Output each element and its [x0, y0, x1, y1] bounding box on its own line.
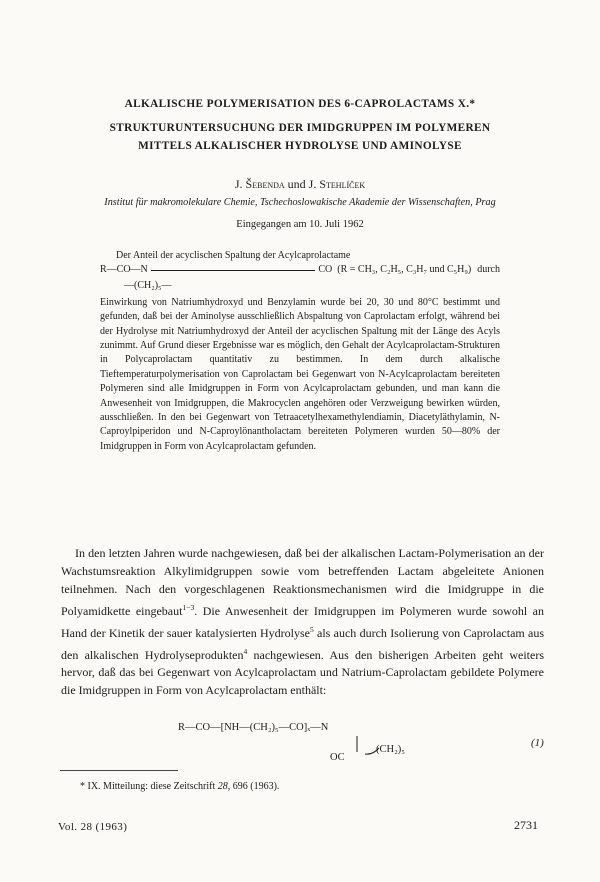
equation-oc: OC: [330, 752, 345, 763]
abstract-body: Einwirkung von Natriumhydroxyd und Benzylamin wurde bei 20, 30 und 80°C bestimmt und gefunden, daß bei der Aminolyse ausschließlich Abspaltung von Caprolactam erfolgt, während bei der Hydrolyse mit Natriumhydroxyd der Anteil der acyclischen Spaltung mit der Länge des Acyls zunimmt. Auf Grund dieser Ergebnisse war es möglich, den Gehalt der Acylcaprolactam-Strukturen in Polycaprolactam quantitativ zu bestimmen. In dem durch alkalische Tieftemperaturpolymerisation von Caprolactam bei Gegenwart von N-Acylcaprolactam bereiteten Polymeren sind alle Imidgruppen in Form von Acylcaprolactam gebunden, und man kann die Anwesenheit von Imidgruppen, die Makrocyclen angehören oder Verzweigung bewirken würden, ausschließen. In den bei Gegenwart von Tetraacetylhexamethylendiamin, Diacetyläthylamin, N-Caproylpiperidon und N-Caproylönantholactam bereiteten Polymeren wurden 50—80% der Imidgruppen in Form von Acylcaprolactam gefunden.: [100, 296, 500, 452]
footnote-prefix: * IX. Mitteilung: diese Zeitschrift: [80, 781, 216, 792]
abstract-formula: [100, 263, 500, 277]
body-text-part-2: . Die Anwesenheit der Imidgruppen im Polymeren wurde sowohl an Hand der Kinetik der sauer katalysierten Hydrolyse: [61, 603, 545, 640]
footnote-divider: [60, 770, 178, 771]
article-title-line-2: STRUKTURUNTERSUCHUNG DER IMIDGRUPPEN IM POLYMEREN: [109, 122, 491, 134]
footnote: [80, 781, 279, 792]
equation-number: (1): [531, 737, 544, 749]
institute-affiliation: Institut für makromolekulare Chemie, Tschechoslowakische Akademie der Wissenschaften, Prag: [104, 197, 496, 208]
citation-ref: 5: [309, 624, 314, 634]
equation-main: R—CO—[NH—(CH₂)₅—CO]ₓ—N: [178, 722, 329, 733]
author-conjunction: und: [287, 177, 306, 191]
author-line: [40, 177, 560, 192]
author-2: J. Stehlíček: [308, 177, 366, 191]
formula-r-definition: (R = CH₃, C₂H₅, C₃H₇ und C₅H₉): [337, 264, 472, 276]
formula-bond-line: [151, 263, 316, 271]
formula-r-co-n: R—CO—N: [100, 264, 148, 276]
formula-ring: —(CH₂)₅—: [124, 279, 172, 291]
abstract: [100, 249, 500, 454]
formula-co: CO: [318, 264, 333, 276]
article-title-line-1: ALKALISCHE POLYMERISATION DES 6-CAPROLACTAMS X.*: [124, 98, 476, 110]
abstract-intro: Der Anteil der acyclischen Spaltung der Acylcaprolactame: [116, 250, 351, 261]
formula-durch: durch: [477, 264, 500, 276]
body-text-part-3: als auch durch Isolierung von Caprolactam aus den alkalischen Hydrolyseprodukten: [61, 625, 545, 662]
volume-info: Vol. 28 (1963): [58, 821, 128, 833]
citation-ref: 1−3: [182, 602, 195, 612]
article-title-line-3: MITTELS ALKALISCHER HYDROLYSE UND AMINOLYSE: [138, 140, 462, 152]
citation-ref: 4: [243, 646, 248, 656]
body-paragraph: [61, 545, 544, 700]
footnote-volume: 28,: [217, 781, 231, 792]
body-text-part-4: nachgewiesen. Aus den bisherigen Arbeiten geht weiters hervor, daß das bei Gegenwart von Acylcaprolactam und Natrium-Caprolactam gebildete Polymere die Imidgruppen in Form von Acylcaprolactam enthält:: [61, 647, 545, 698]
formula-ring-row: [100, 278, 500, 296]
footnote-rest: 696 (1963).: [232, 781, 280, 792]
received-date: Eingegangen am 10. Juli 1962: [236, 219, 364, 230]
chemical-equation: [178, 722, 405, 763]
author-1: J. Šebenda: [234, 177, 285, 191]
page-number: 2731: [514, 818, 538, 832]
equation-ring: (CH₂)₅: [376, 744, 405, 755]
body-text-part-1: In den letzten Jahren wurde nachgewiesen, daß bei der alkalischen Lactam-Polymerisation an der Wachstumsreaktion Alkylimidgruppen sowie vom betreffenden Lactam abgeleitete Anionen teilnehmen. Nach den vorgeschlagenen Reaktionsmechanismen wird die Imidgruppe in die Polyamidkette eingebaut: [61, 546, 544, 618]
